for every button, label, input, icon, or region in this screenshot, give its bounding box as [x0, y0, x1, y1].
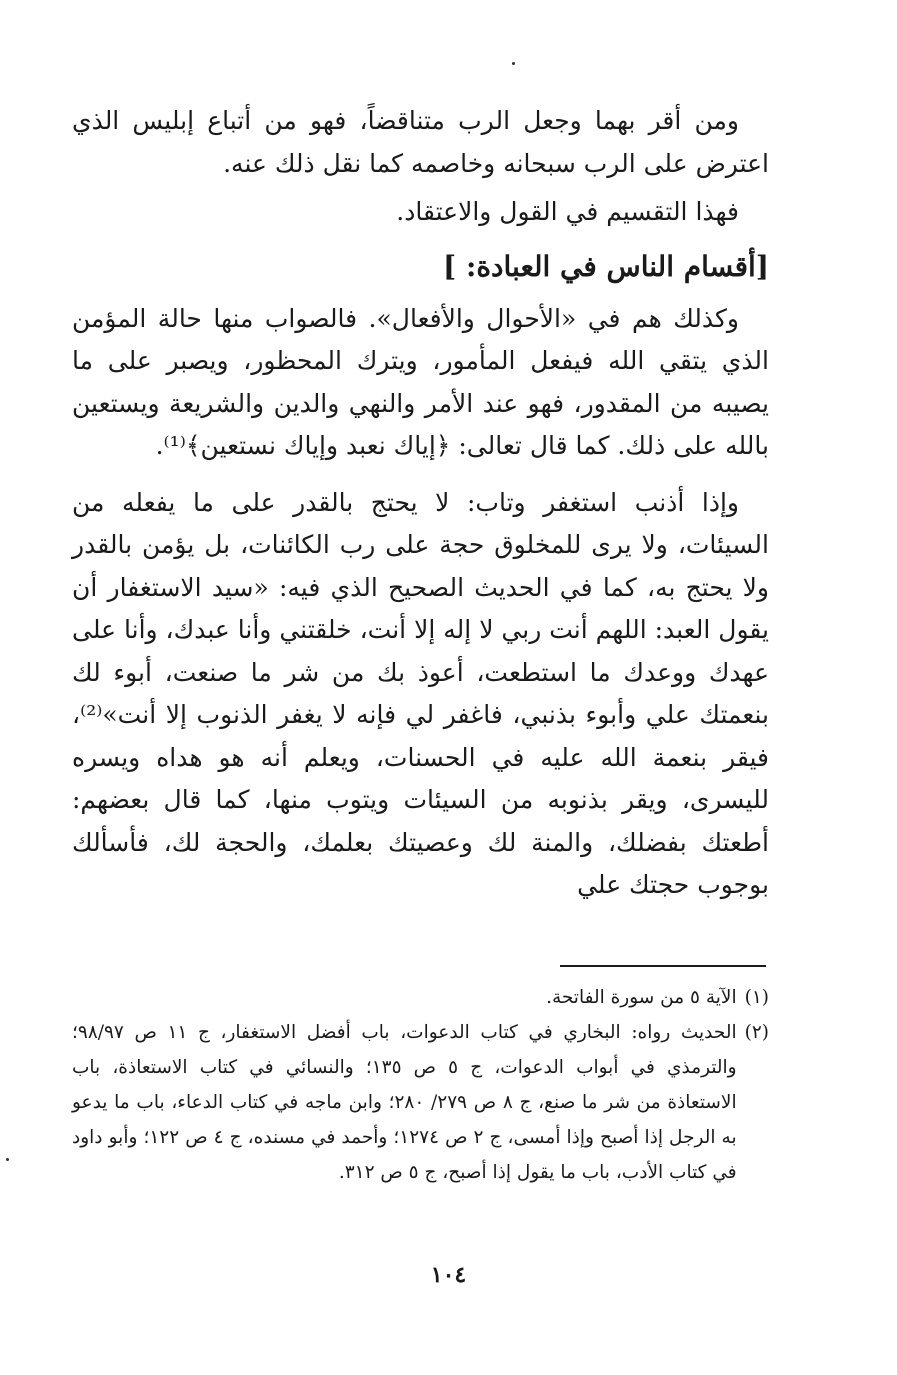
page-number: ١٠٤ — [430, 1262, 467, 1288]
footnote-2 — [72, 1015, 769, 1190]
paragraph-1: ومن أقر بهما وجعل الرب متناقضاً، فهو من أتباع إبليس الذي اعترض على الرب سبحانه وخاصمه كما نقل ذلك عنه. — [72, 106, 769, 178]
paragraph-3: وكذلك هم في «الأحوال والأفعال». فالصواب منها حالة المؤمن الذي يتقي الله فيفعل المأمور، ويترك المحظور، ويصبر على ما يصيبه من المقدور، فهو عند الأمر والنهي والدين والشريعة ويستعين بالله على ذلك. كما قال تعالى: ﴿إياك نعبد وإياك نستعين﴾⁽¹⁾. — [72, 303, 769, 460]
scan-speck — [512, 62, 515, 65]
footnote-1 — [72, 980, 769, 1015]
paragraph-4: وإذا أذنب استغفر وتاب: لا يحتج بالقدر على ما يفعله من السيئات، ولا يرى للمخلوق حجة على رب الكائنات، بل يؤمن بالقدر ولا يحتج به، كما في الحديث الصحيح الذي فيه: «سيد الاستغفار أن يقول العبد: اللهم أنت ربي لا إله إلا أنت، خلقتني وأنا عبدك، وأنا على عهدك ووعدك ما استطعت، أعوذ بك من شر ما صنعت، أبوء لك بنعمتك علي وأبوء بذنبي، فاغفر لي فإنه لا يغفر الذنوب إلا أنت»⁽²⁾، فيقر بنعمة الله عليه في الحسنات، ويعلم أنه هو هداه ويسره لليسرى، ويقر بذنوبه من السيئات ويتوب منها، كما قال بعضهم: أطعتك بفضلك، والمنة لك وعصيتك بعلمك، والحجة لك، فأسألك بوجوب حجتك علي — [72, 487, 769, 899]
footnote-divider — [560, 965, 766, 967]
footnote-text: الآية ٥ من سورة الفاتحة. — [546, 987, 737, 1008]
main-text — [72, 100, 769, 907]
footnote-number: (٢) — [744, 1022, 769, 1043]
footnote-text: الحديث رواه: البخاري في كتاب الدعوات، باب أفضل الاستغفار، ج ١١ ص ٩٨/٩٧؛ والترمذي في أبواب الدعوات، ج ٥ ص ١٣٥؛ والنسائي في كتاب الاستعاذة، باب الاستعاذة من شر ما صنع، ج ٨ ص ٢٧٩/ ٢٨٠؛ وابن ماجه في كتاب الدعاء، باب ما يدعو به الرجل إذا أصبح وإذا أمسى، ج ٢ ص ١٢٧٤؛ وأحمد في مسنده، ج ٤ ص ١٢٢؛ وأبو داود في كتاب الأدب، باب ما يقول إذا أصبح، ج ٥ ص ٣١٢. — [72, 1022, 737, 1183]
scan-speck — [6, 1158, 9, 1161]
footnotes — [72, 980, 769, 1190]
paragraph-2: فهذا التقسيم في القول والاعتقاد. — [396, 197, 739, 226]
footnote-number: (١) — [744, 987, 769, 1008]
section-heading: [أقسام الناس في العبادة: ] — [443, 249, 769, 283]
